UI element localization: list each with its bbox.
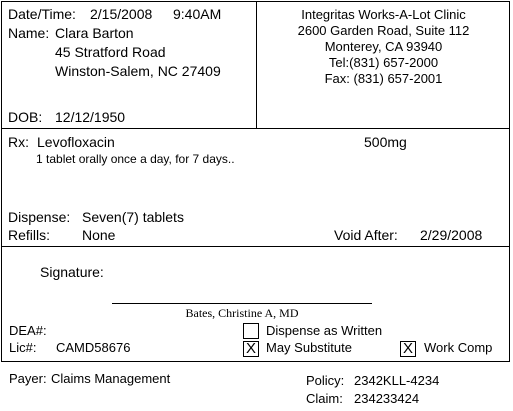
rx-label: Rx: [8,134,29,150]
header-bottom-divider [1,128,510,129]
patient-address-line1: 45 Stratford Road [55,44,166,60]
dob-label: DOB: [8,109,43,125]
payer-name: Claims Management [51,371,171,386]
rx-sig: 1 tablet orally once a day, for 7 days.. [36,152,235,166]
rx-strength: 500mg [364,134,407,150]
may-substitute-checkbox[interactable]: X [243,341,259,357]
clinic-name: Integritas Works-A-Lot Clinic [301,7,466,22]
claim-label: Claim: [306,391,343,406]
refills-label: Refills: [8,227,51,243]
dea-label: DEA#: [9,323,47,338]
may-substitute-label: May Substitute [266,340,352,355]
date-time-label: Date/Time: [8,6,76,22]
policy-number: 2342KLL-4234 [354,373,440,388]
clinic-fax: Fax: (831) 657-2001 [324,71,443,86]
visit-date: 2/15/2008 [90,6,153,22]
dispense-label: Dispense: [8,209,71,225]
license-number: CAMD58676 [56,340,131,355]
work-comp-label: Work Comp [424,340,493,355]
signature-label: Signature: [40,264,104,280]
patient-address-line2: Winston-Salem, NC 27409 [55,63,221,79]
prescriber-name: Bates, Christine A, MD [185,306,299,320]
void-after-date: 2/29/2008 [420,227,483,243]
dispense-as-written-checkbox[interactable] [243,323,259,339]
patient-name: Clara Barton [55,25,134,41]
clinic-tel: Tel:(831) 657-2000 [328,55,439,70]
dispense-as-written-label: Dispense as Written [266,323,383,338]
rx-drug: Levofloxacin [37,134,115,150]
work-comp-checkbox[interactable]: X [400,341,416,357]
refills-value: None [82,227,116,243]
clinic-address-line2: Monterey, CA 93940 [324,39,443,54]
dispense-quantity: Seven(7) tablets [82,209,184,225]
claim-number: 234233424 [354,391,420,406]
license-label: Lic#: [9,340,37,355]
rx-bottom-divider [1,246,510,247]
patient-dob: 12/12/1950 [55,109,126,125]
clinic-info [257,7,510,87]
policy-label: Policy: [306,373,345,388]
signature-line [112,303,372,304]
visit-time: 9:40AM [173,6,222,22]
patient-name-label: Name: [8,25,50,41]
payer-label: Payer: [9,371,47,386]
clinic-address-line1: 2600 Garden Road, Suite 112 [297,23,470,38]
void-after-label: Void After: [334,227,398,243]
